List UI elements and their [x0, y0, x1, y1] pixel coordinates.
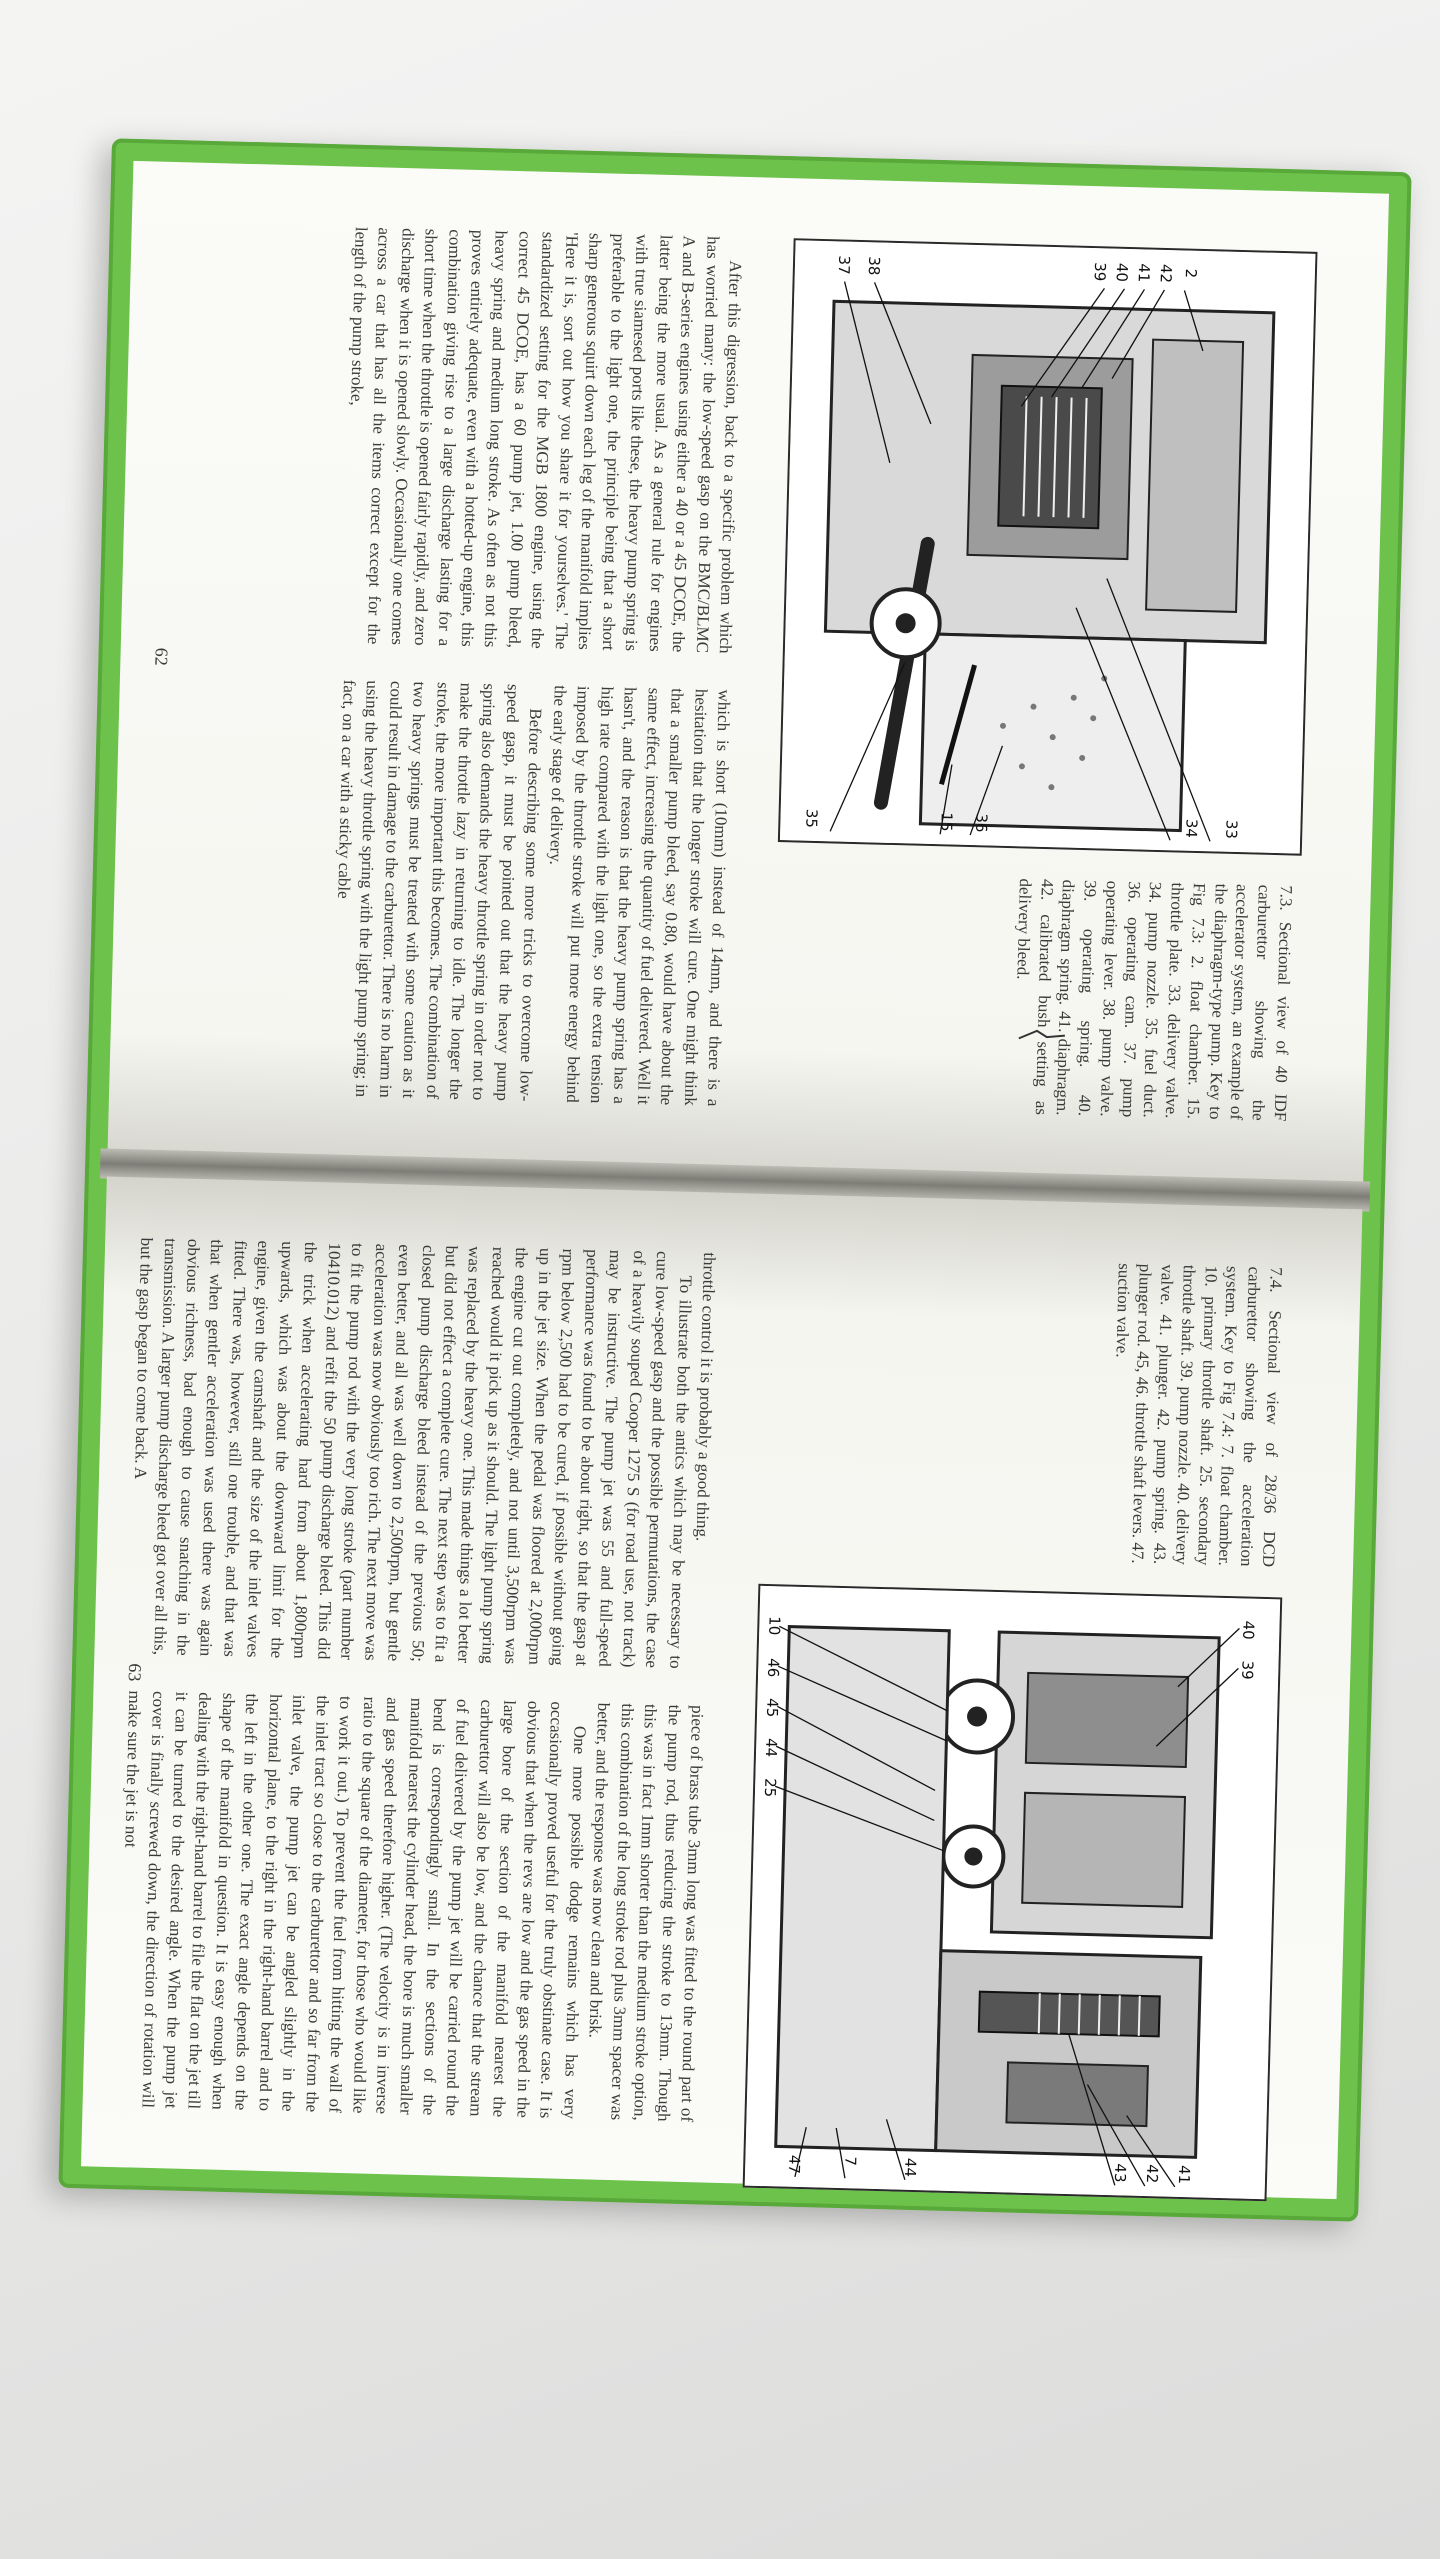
callout-label: 25 — [760, 1777, 780, 1798]
page-number: 62 — [151, 647, 172, 667]
callout-label: 47 — [785, 2154, 804, 2175]
callout-label: 37 — [834, 255, 854, 275]
page-number: 63 — [124, 1663, 146, 1682]
callout-label: 35 — [802, 808, 821, 829]
callout-label: 43 — [1110, 2163, 1130, 2183]
paragraph: throttle control it is probably a good thing. — [692, 1252, 720, 1542]
callout-label: 44 — [761, 1737, 781, 1758]
callout-label: 39 — [1238, 1660, 1257, 1680]
paragraph: which is short (10mm) instead of 14mm, and there is a hesitation that the longer stroke will cure. One might think that a smaller pump bleed, say 0.80, would have about the same effect, increasing the quantity of fuel delivered. Well it hasn't, and the reason is that the heavy pump spring has a high rate compared with the light one, so the extra tension imposed by the throttle stroke will put more energy behind the early stage of delivery. — [546, 685, 734, 1107]
callout-label: 34 — [1182, 818, 1201, 839]
carburettor-diagram-40idf — [778, 238, 1318, 856]
diagram-drawing — [745, 1586, 1281, 2199]
callout-label: 33 — [1222, 819, 1241, 840]
paragraph: Before describing some more tricks to overcome low-speed gasp, it must be pointed out that the heavy pump spring also demands the heavy throttle spring in order not to make the throttle lazy in returning to idle. The longer the stroke, the more important this becomes. The combination of two heavy springs must be treated with some caution as it could result in damage to the carburettor. There is no harm in using the heavy throttle spring with the light pump spring; in fact, on a car with a sticky cable — [333, 679, 546, 1102]
text-columns — [326, 227, 747, 1107]
callout-label: 39 — [1090, 262, 1110, 282]
paragraph: After this digression, back to a specific problem which has worried many: the low-speed gasp on the BMC/BLMC A and B-series engines using either a 40 or a 45 DCOE, the latter being the more usual. As a general rule for engines with true siamesed ports like these, the heavy pump spring is preferable to the light one, the principle being that a short sharp generous squirt down each leg of the manifold implies 'Here it is, sort out how you share it for yourselves.' The standardized setting for the MGB 1800 engine, using the correct 45 DCOE, has a 60 pump jet, 1.00 pump bleed, heavy spring and medium long stroke. As often as not this proves entirely adequate, even with a hotted-up engine, this combination giving rise to a large discharge lasting for a short time when the throttle is opened fairly rapidly, and zero discharge when it is opened slowly. Occasionally one comes across a car that has all the items correct except for the length of the pump stroke, — [346, 226, 746, 654]
callout-label: 7 — [841, 2156, 860, 2167]
text-column-2 — [326, 679, 735, 1106]
figure-row-right — [708, 1253, 1291, 2185]
text-columns — [112, 1237, 721, 2122]
callout-label: 41 — [1134, 263, 1154, 283]
callout-label: 44 — [900, 2157, 920, 2178]
callout-label: 2 — [1181, 268, 1201, 279]
text-column-1 — [124, 1237, 721, 1669]
callout-label: 38 — [864, 256, 884, 276]
pen-mark-icon — [1017, 1024, 1068, 1045]
figure-row-left — [735, 237, 1318, 1121]
callout-label: 10 — [765, 1615, 784, 1636]
figure-caption: 7.3. Sectional view of 40 IDF carburettor showing the accelerator system, an example of the diaphragm-type pump. Key to Fig 7.3: 2. float chamber. 15. throttle plate. 33. delivery valve. 34. pump nozzle. 35. fuel duct. 36. operating cam. 37. pump operating lever. 38. pump valve. 39. operating spring. 40. diaphragm spring. 41. diaphragm. 42. calibrated bush setting as delivery bleed. — [1013, 878, 1296, 1122]
paragraph: piece of brass tube 3mm long was fitted to the round part of the pump rod, thus reducing the stroke to 13mm. Though this was in fact 1mm shorter than the medium stroke option, this combination of the long stroke rod plus 3mm spacer was better, and the response was now clean and brisk. — [585, 1702, 708, 2123]
diagram-drawing — [780, 240, 1316, 853]
left-page — [108, 161, 1389, 1184]
paragraph: To illustrate both the antics which may be necessary to cure low-speed gasp and the possible permutations, the case of a heavily souped Cooper 1275 S (for road use, not track) may be instructive. The pump jet was 55 and full-speed performance was found to be about right, so that the gasp at rpm below 2,500 had to be cured, if possible without going up in the jet size. When the pedal was floored at 2,000rpm the engine cut out completely, and not until 3,500rpm was reached would it pick up as it should. The light pump spring was replaced by the heavy one. This made things a lot better but did not effect a complete cure. The next step was to fit a closed pump discharge bleed instead of the previous 50; even better, and all was well down to 2,500rpm, but gentle acceleration was now obviously too rich. The next move was to fit the pump rod with the very long stroke (part number 10410.012) and refit the 50 pump discharge bleed. This did the trick when accelerating hard from about 1,800rpm upwards, which was about the downward limit for the engine, given the camshaft and the size of the inlet valves fitted. There was, however, still one trouble, and that was that when gentler acceleration was used there was again obvious richness, bad enough to cause snatching in the transmission. A larger pump discharge bleed got over all this, but the gasp began to come back. A — [131, 1237, 696, 1669]
paragraph: One more possible dodge remains which has very occasionally proved useful for the truly obstinate case. It is obvious that when the revs are low and the gas speed in the large bore of the section of the manifold nearest the carburettor will also be low, and the chance that the stream of fuel delivered by the pump jet will be carried round the bend is correspondingly small. In the sections of the manifold nearest the cylinder head, the bore is much smaller and gas speed therefore higher. (The velocity is in inverse ratio to the square of the diameter, for those who would like to work it out.) To prevent the fuel from hitting the wall of the inlet tract so close to the carburettor and so far from the inlet valve, the pump jet can be angled slightly in the horizontal plane, to the right in the right-hand barrel and to the left in the other one. The exact angle depends on the shape of the manifold in question. It is easy enough when dealing with the right-hand barrel to file the flat on the jet till it can be turned to the desired angle. When the pump jet cover is finally screwed down, the direction of rotation will make sure the jet is not — [121, 1690, 590, 2120]
right-page — [81, 1177, 1362, 2200]
carburettor-diagram-28-36dcd — [743, 1584, 1283, 2202]
callout-label: 40 — [1239, 1620, 1258, 1640]
text-column-2 — [112, 1690, 709, 2122]
callout-label: 42 — [1156, 263, 1176, 284]
open-book — [58, 138, 1411, 2221]
figure-caption: 7.4. Sectional view of 28/36 DCD carburettor showing the acceleration system. Key to Fig 7.4: 7. float chamber. 10. primary throttle shaft. 25. secondary throttle shaft. 39. pump nozzle. 40. delivery valve. 41. plunger. 42. pump spring. 43. plunger rod. 45, 46. throttle shaft levers. 47. suction valve. — [1112, 1262, 1286, 1568]
callout-label: 41 — [1174, 2164, 1194, 2185]
callout-label: 45 — [762, 1697, 782, 1718]
callout-label: 40 — [1112, 262, 1132, 283]
callout-label: 46 — [763, 1657, 783, 1678]
callout-label: 15 — [937, 812, 956, 832]
callout-label: 42 — [1142, 2164, 1162, 2184]
callout-label: 36 — [972, 813, 991, 833]
text-column-1 — [338, 227, 747, 654]
